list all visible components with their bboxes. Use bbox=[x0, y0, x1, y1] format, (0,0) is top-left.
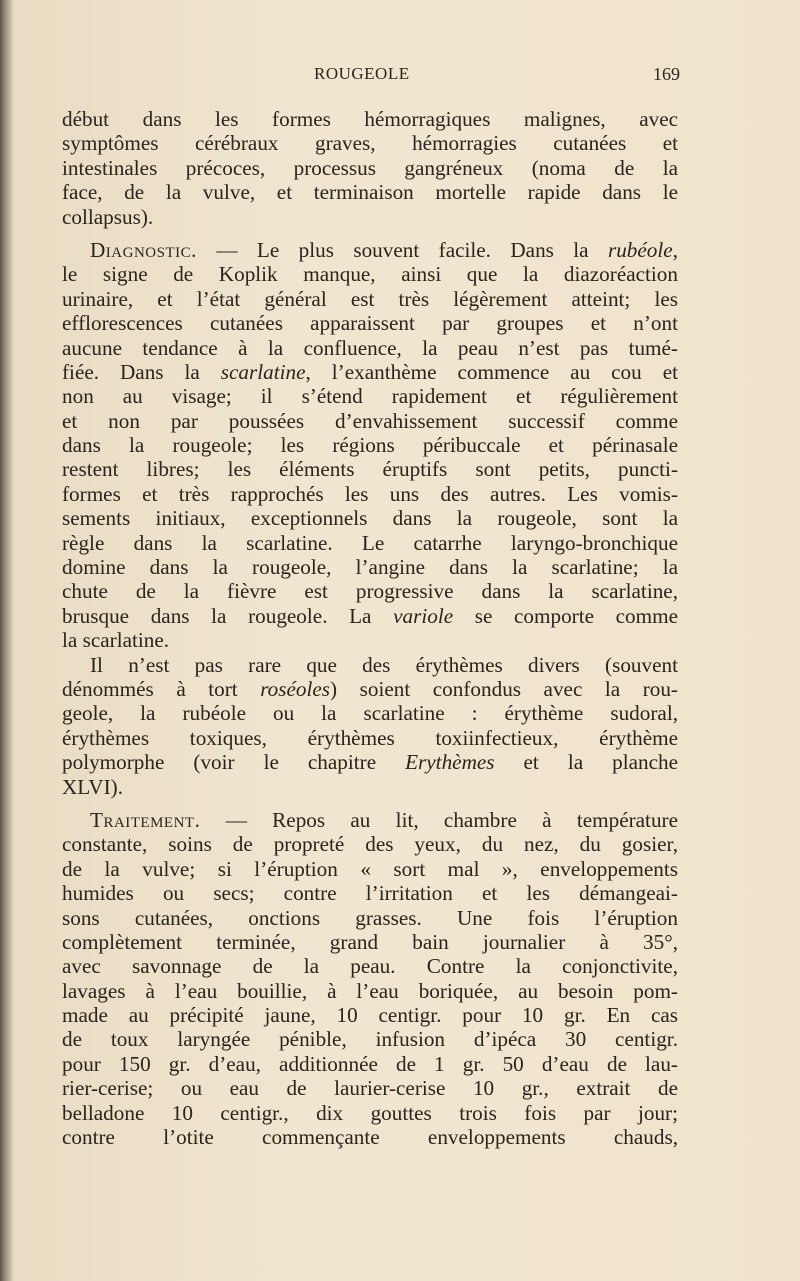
section-heading-diagnostic: Diagnostic. bbox=[90, 237, 197, 262]
text-line: intestinales précoces, processus gangréneux (noma de la bbox=[62, 155, 678, 180]
erythemes-paragraph bbox=[62, 653, 678, 799]
text-line: urinaire, et l’état général est très légèrement atteint; les bbox=[62, 286, 678, 311]
text-line: non au visage; il s’étend rapidement et régulièrement bbox=[62, 384, 678, 409]
text-line: XLVI). bbox=[62, 774, 124, 799]
text-line: de toux laryngée pénible, infusion d’ipéca 30 centigr. bbox=[62, 1027, 678, 1052]
text-line: la scarlatine. bbox=[62, 628, 170, 653]
text-line: pour 150 gr. d’eau, additionnée de 1 gr. 50 d’eau de lau- bbox=[62, 1051, 678, 1076]
text-line: domine dans la rougeole, l’angine dans la scarlatine; la bbox=[62, 555, 678, 580]
text-line: rier-cerise; ou eau de laurier-cerise 10 gr., extrait de bbox=[62, 1076, 678, 1101]
text-line: humides ou secs; contre l’irritation et les démangeai- bbox=[62, 881, 678, 906]
text-line: restent libres; les éléments éruptifs sont petits, puncti- bbox=[62, 457, 678, 482]
text-line: efflorescences cutanées apparaissent par groupes et n’ont bbox=[62, 311, 678, 336]
text-line: de la vulve; si l’éruption « sort mal », enveloppements bbox=[62, 856, 678, 881]
text-line: complètement terminée, grand bain journalier à 35°, bbox=[62, 929, 678, 954]
text-line: dénommés à tort roséoles) soient confondus avec la rou- bbox=[62, 676, 678, 701]
text-line: érythèmes toxiques, érythèmes toxiinfectieux, érythème bbox=[62, 725, 678, 750]
text-line: chute de la fièvre est progressive dans la scarlatine, bbox=[62, 579, 678, 604]
text-line: Traitement. — Repos au lit, chambre à température bbox=[90, 807, 678, 832]
text-line: Diagnostic. — Le plus souvent facile. Dans la rubéole, bbox=[90, 237, 678, 262]
paragraph-continuation bbox=[62, 107, 678, 229]
section-heading-traitement: Traitement. bbox=[90, 807, 201, 832]
text-line: avec savonnage de la peau. Contre la conjonctivite, bbox=[62, 954, 678, 979]
text-line: aucune tendance à la confluence, la peau n’est pas tumé- bbox=[62, 335, 678, 360]
text-line: geole, la rubéole ou la scarlatine : érythème sudoral, bbox=[62, 701, 678, 726]
text-line: sons cutanées, onctions grasses. Une fois l’éruption bbox=[62, 905, 678, 930]
text-line: dans la rougeole; les régions péribuccale et périnasale bbox=[62, 433, 678, 458]
text-line: collapsus). bbox=[62, 204, 154, 229]
text-line: le signe de Koplik manque, ainsi que la diazoréaction bbox=[62, 262, 678, 287]
text-line: Il n’est pas rare que des érythèmes divers (souvent bbox=[90, 652, 678, 677]
text-line: contre l’otite commençante enveloppements chauds, bbox=[62, 1125, 678, 1150]
text-line: belladone 10 centigr., dix gouttes trois fois par jour; bbox=[62, 1100, 678, 1125]
text-line: made au précipité jaune, 10 centigr. pour 10 gr. En cas bbox=[62, 1003, 678, 1028]
text-line: lavages à l’eau bouillie, à l’eau boriquée, au besoin pom- bbox=[62, 978, 678, 1003]
text-line: début dans les formes hémorragiques malignes, avec bbox=[62, 107, 678, 131]
text-line: et non par poussées d’envahissement successif comme bbox=[62, 408, 678, 433]
text-line: brusque dans la rougeole. La variole se comporte comme bbox=[62, 603, 678, 628]
text-line: constante, soins de propreté des yeux, du nez, du gosier, bbox=[62, 832, 678, 857]
diagnostic-paragraph bbox=[62, 238, 678, 653]
page-number: 169 bbox=[653, 64, 680, 84]
text-line: symptômes cérébraux graves, hémorragies cutanées et bbox=[62, 131, 678, 156]
text-line: sements initiaux, exceptionnels dans la rougeole, sont la bbox=[62, 506, 678, 531]
text-line: polymorphe (voir le chapitre Erythèmes et la planche bbox=[62, 750, 678, 775]
text-line: face, de la vulve, et terminaison mortelle rapide dans le bbox=[62, 180, 678, 205]
text-line: règle dans la scarlatine. Le catarrhe laryngo-bronchique bbox=[62, 530, 678, 555]
traitement-paragraph bbox=[62, 808, 678, 1149]
text-line: fiée. Dans la scarlatine, l’exanthème commence au cou et bbox=[62, 359, 678, 384]
text-line: formes et très rapprochés les uns des autres. Les vomis- bbox=[62, 481, 678, 506]
running-head: ROUGEOLE bbox=[314, 64, 410, 83]
page-header bbox=[62, 64, 680, 94]
body-text bbox=[62, 107, 678, 1149]
